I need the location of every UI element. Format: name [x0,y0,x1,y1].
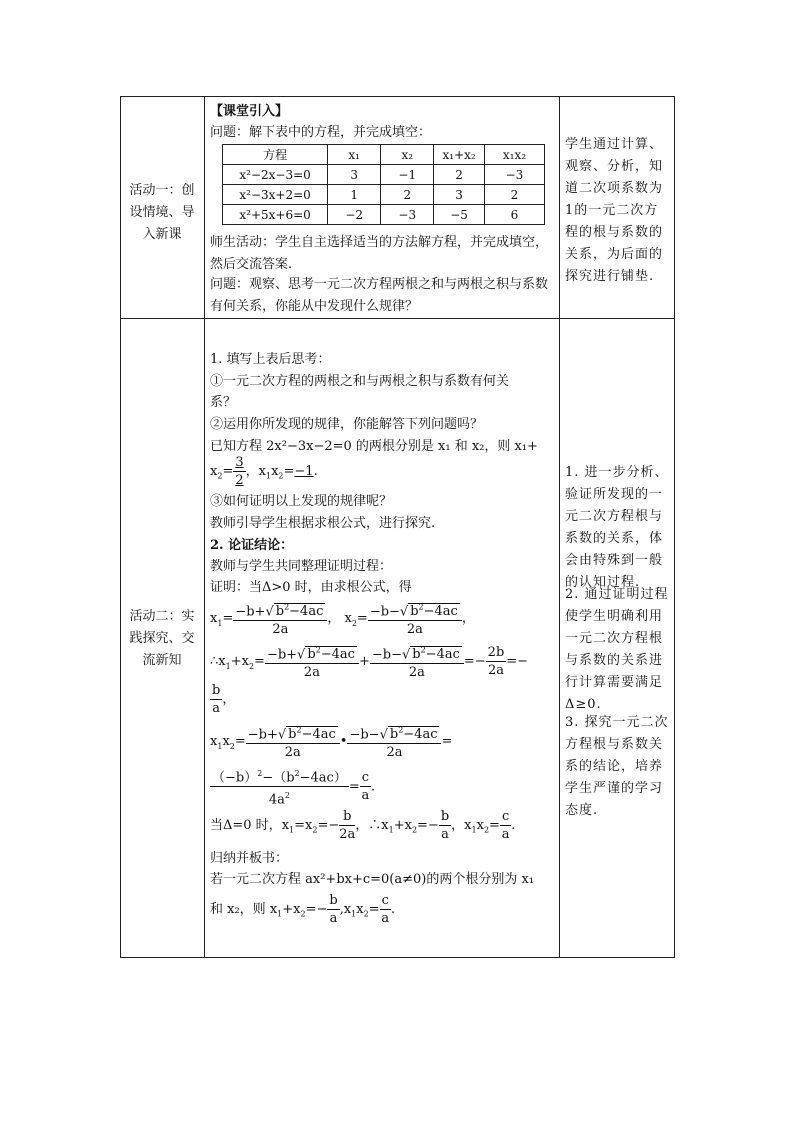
activity-1-label: 活动一：创设情境、导入新课 [129,183,195,242]
example-problem: 已知方程 2x²−3x−2=0 的两根分别是 x₁ 和 x₂，则 x₁+ [210,439,538,454]
table-right-border [674,96,675,958]
proof-start: 证明：当Δ>0 时，由求根公式，得 [210,580,412,595]
table-cell: 3 [434,185,485,205]
table-cell: −1 [381,165,434,185]
intent-2-point-2: 2. 通过证明过程使学生明确利用一元二次方程根与系数的关系进行计算需要满足Δ≥0. [565,587,669,712]
product-derivation: $x_1x_2=$ $\frac{-b+√ b^2-4ac}{2a}$ • $\frac{-b-√ b^2-4ac}{2a}$ = [210,722,452,761]
step-1-heading: 1. 填写上表后思考： [210,352,331,367]
activity-2-label: 活动二：实践探究、交流新知 [129,609,195,668]
table-cell: −3 [484,165,544,185]
product-answer: −1 [294,464,314,479]
table-cell: x²−2x−3=0 [223,165,328,185]
header-x1: x₁ [328,145,381,165]
intent-2-point-3: 3. 探究一元二次方程根与系数关系的结论，培养学生严谨的学习态度. [565,715,669,818]
product-result: $\frac{(-b)^2-(b^2-4ac)}{4a^2}$ = $\frac{c}{a}$ . [210,765,375,809]
think-question-1a: ①一元二次方程的两根之和与两根之积与系数有何关 [210,374,510,389]
intent-2-point-1: 1. 进一步分析、验证所发现的一元二次方程根与系数的关系，体会由特殊到一般的认知过程. [565,465,669,590]
table-left-border [120,96,121,958]
conclusion-line-2: 和 x₂，则 $x_1+x_2=-$ $\frac{b}{a}$ $,x_1x_2=$ $\frac{c}{a}$ . [210,893,396,926]
think-question-2: ②运用你所发现的规律，你能解答下列问题吗？ [210,417,484,432]
table-cell: 1 [328,185,381,205]
sum-numerator: 3 [235,455,244,470]
table-row [223,185,545,205]
think-question-3: ③如何证明以上发现的规律呢？ [210,494,393,509]
think-question-1b: 系？ [210,395,237,410]
table-cell: 6 [484,205,544,225]
table-cell: x²−3x+2=0 [223,185,328,205]
table-cell: 2 [434,165,485,185]
conclusion-line-1: 若一元二次方程 ax²+bx+c=0(a≠0)的两个根分别为 x₁ [210,872,535,887]
question-2-text: 问题：观察、思考一元二次方程两根之和与两根之积与系数有何关系，你能从中发现什么规律？ [210,277,549,314]
question-text: 问题：解下表中的方程，并完成填空： [210,125,432,140]
sum-derivation: $\therefore x_1+x_2=$ $\frac{-b+√ b^2-4ac}{2a}$ + $\frac{-b-√ b^2-4ac}{2a}$ =− $\frac{2b}{2a}$ =− [210,642,528,681]
table-header-row [223,145,545,165]
example-answer: $x_2=$ $\frac{3}{2}$ ，$x_1x_2=-1$. [210,455,318,488]
table-cell: 2 [484,185,544,205]
section-heading: 【课堂引入】 [210,104,289,119]
conclusion-prefix: 和 x₂，则 [210,902,266,917]
sum-result: $\frac{b}{a}$ ， [212,683,236,716]
equation-table [222,144,545,225]
delta-zero-case: 当Δ=0 时，$x_1=x_2=-$ $\frac{b}{2a}$ ，$\therefore x_1+x_2=-$ $\frac{b}{a}$ ，$x_1x_2=$ $\frac{c}{a}$ . [210,809,516,842]
proof-intro: 教师与学生共同整理证明过程： [210,559,393,574]
teacher-guide-text: 教师引导学生根据求根公式，进行探究. [210,516,436,531]
table-cell: 3 [328,165,381,185]
header-x2: x₂ [381,145,434,165]
teacher-activity-text: 师生活动：学生自主选择适当的方法解方程，并完成填空，然后交流答案. [210,235,549,272]
header-sum: x₁+x₂ [434,145,485,165]
table-cell: 2 [381,185,434,205]
intent-1-text: 学生通过计算、观察、分析，知道二次项系数为1的一元二次方程的根与系数的关系，为后面的探究进行铺垫. [565,137,664,284]
summary-heading: 归纳并板书： [210,851,289,866]
column-divider-2 [559,96,560,958]
column-divider-1 [204,96,205,958]
root-formula: $x_1=$ $\frac{-b+√ b^2-4ac}{2a}$ ， $x_2=$ $\frac{-b-√ b^2-4ac}{2a}$ ， [210,599,475,638]
table-row [223,165,545,185]
table-cell: −3 [381,205,434,225]
table-cell: −2 [328,205,381,225]
table-cell: x²+5x+6=0 [223,205,328,225]
header-product: x₁x₂ [484,145,544,165]
delta-zero-label: 当Δ=0 时， [210,818,282,833]
table-cell: −5 [434,205,485,225]
header-equation: 方程 [223,145,328,165]
table-row [223,205,545,225]
sum-denominator: 2 [235,473,244,488]
step-2-heading: 2. 论证结论： [210,538,294,553]
